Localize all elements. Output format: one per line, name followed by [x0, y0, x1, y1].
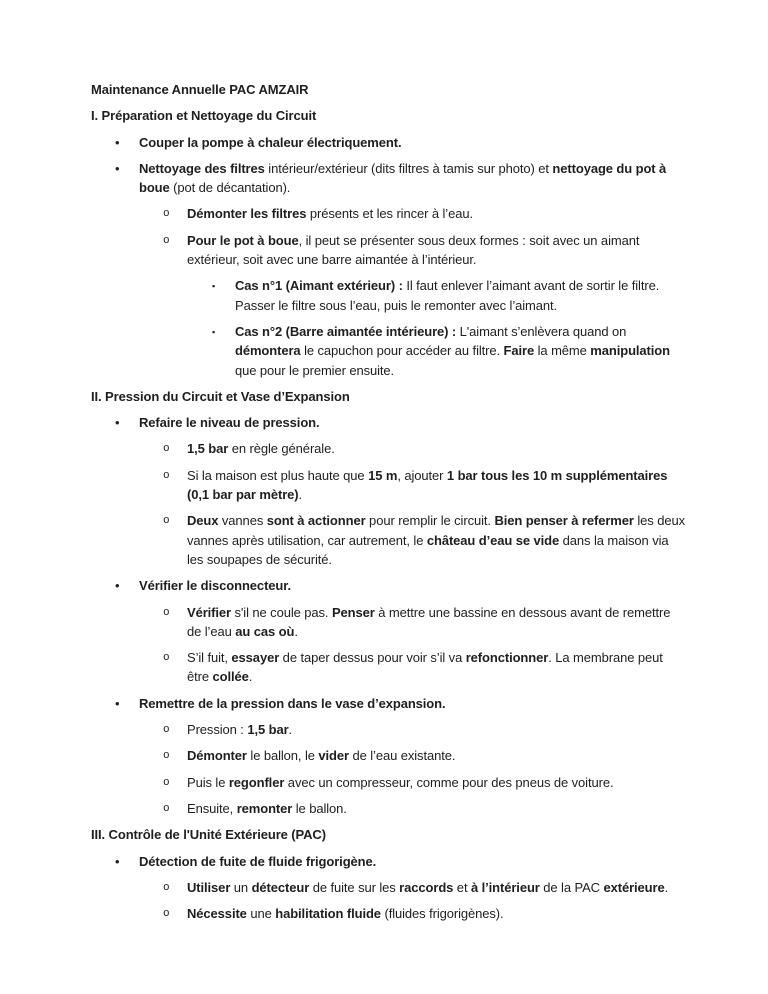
list-item-l2	[91, 746, 688, 765]
circle-icon: o	[163, 750, 170, 763]
paragraph-text: S’il fuit, essayer de taper dessus pour voir s’il va refonctionner. La membrane peut être collée.	[187, 650, 663, 685]
list-item-l1	[91, 694, 688, 713]
paragraph-text: I. Préparation et Nettoyage du Circuit	[91, 108, 317, 124]
list-item-l2	[91, 231, 688, 270]
bullet-icon: •	[115, 160, 120, 176]
bullet-icon: •	[115, 134, 120, 150]
square-icon: ▪	[212, 326, 216, 337]
paragraph-text: Si la maison est plus haute que 15 m, ajouter 1 bar tous les 10 m supplémentaires (0,1 bar par mètre).	[187, 467, 668, 503]
paragraph-text: Utiliser un détecteur de fuite sur les raccords et à l’intérieur de la PAC extérieure.	[187, 879, 669, 895]
list-item-l3	[91, 322, 688, 380]
section-heading	[91, 106, 688, 125]
paragraph-text: Démonter le ballon, le vider de l’eau existante.	[187, 748, 456, 764]
bullet-icon: •	[115, 853, 120, 869]
list-item-l1	[91, 576, 688, 595]
circle-icon: o	[163, 606, 170, 619]
list-item-l2	[91, 904, 688, 923]
paragraph-text: Ensuite, remonter le ballon.	[187, 800, 347, 816]
list-item-l2	[91, 466, 688, 505]
bullet-icon: •	[115, 578, 120, 594]
paragraph-text: Démonter les filtres présents et les rincer à l’eau.	[187, 206, 473, 222]
paragraph-text: II. Pression du Circuit et Vase d’Expansion	[91, 388, 350, 404]
paragraph-text: 1,5 bar en règle générale.	[187, 441, 335, 457]
list-item-l2	[91, 204, 688, 223]
paragraph-text: Remettre de la pression dans le vase d’expansion.	[139, 695, 446, 711]
paragraph-text: Nécessite une habilitation fluide (fluides frigorigènes).	[187, 906, 504, 922]
paragraph-text: Pression : 1,5 bar.	[187, 722, 293, 738]
circle-icon: o	[163, 208, 170, 221]
circle-icon: o	[163, 234, 170, 247]
paragraph-text: Maintenance Annuelle PAC AMZAIR	[91, 82, 309, 97]
paragraph-text: Nettoyage des filtres intérieur/extérieur (dits filtres à tamis sur photo) et nettoyage du pot à boue (pot de décantation).	[139, 160, 667, 196]
section-heading	[91, 387, 688, 406]
list-item-l2	[91, 799, 688, 818]
list-item-l1	[91, 159, 688, 198]
paragraph-text: Cas n°1 (Aimant extérieur) : Il faut enlever l’aimant avant de sortir le filtre. Passer le filtre sous l’eau, puis le remonter avec l’aimant.	[235, 278, 660, 313]
circle-icon: o	[163, 881, 170, 894]
paragraph-text: Puis le regonfler avec un compresseur, comme pour des pneus de voiture.	[187, 774, 614, 790]
list-item-l2	[91, 648, 688, 687]
list-item-l2	[91, 603, 688, 642]
paragraph-text: Refaire le niveau de pression.	[139, 415, 320, 431]
circle-icon: o	[163, 802, 170, 815]
list-item-l2	[91, 720, 688, 739]
paragraph-text: Vérifier s'il ne coule pas. Penser à mettre une bassine en dessous avant de remettre de l’eau au cas où.	[187, 604, 671, 639]
square-icon: ▪	[212, 281, 216, 292]
list-item-l1	[91, 852, 688, 871]
paragraph-text: Deux vannes sont à actionner pour remplir le circuit. Bien penser à refermer les deux vannes après utilisation, car autrement, le château d’eau se vide dans la maison via les soupapes de sécurité.	[187, 513, 686, 567]
paragraph-text: Cas n°2 (Barre aimantée intérieure) : L'aimant s’enlèvera quand on démontera le capuchon pour accéder au filtre. Faire la même manipulation que pour le premier ensuite.	[235, 323, 670, 378]
list-item-l1	[91, 413, 688, 432]
paragraph-text: Détection de fuite de fluide frigorigène.	[139, 853, 377, 869]
list-item-l2	[91, 439, 688, 458]
paragraph-text: Pour le pot à boue, il peut se présenter sous deux formes : soit avec un aimant extérieur, soit avec une barre aimantée à l’intérieur.	[187, 232, 640, 268]
bullet-icon: •	[115, 415, 120, 431]
circle-icon: o	[163, 908, 170, 921]
list-item-l2	[91, 773, 688, 792]
list-item-l2	[91, 878, 688, 897]
circle-icon: o	[163, 776, 170, 789]
list-item-l1	[91, 133, 688, 152]
doc-title	[91, 80, 688, 99]
paragraph-text: III. Contrôle de l'Unité Extérieure (PAC)	[91, 827, 326, 843]
section-heading	[91, 825, 688, 844]
circle-icon: o	[163, 652, 170, 665]
paragraph-text: Vérifier le disconnecteur.	[139, 578, 292, 594]
bullet-icon: •	[115, 695, 120, 711]
circle-icon: o	[163, 443, 170, 456]
list-item-l3	[91, 276, 688, 315]
list-item-l2	[91, 511, 688, 569]
paragraph-text: Couper la pompe à chaleur électriquement.	[139, 134, 402, 150]
circle-icon: o	[163, 469, 170, 482]
circle-icon: o	[163, 724, 170, 737]
circle-icon: o	[163, 515, 170, 528]
